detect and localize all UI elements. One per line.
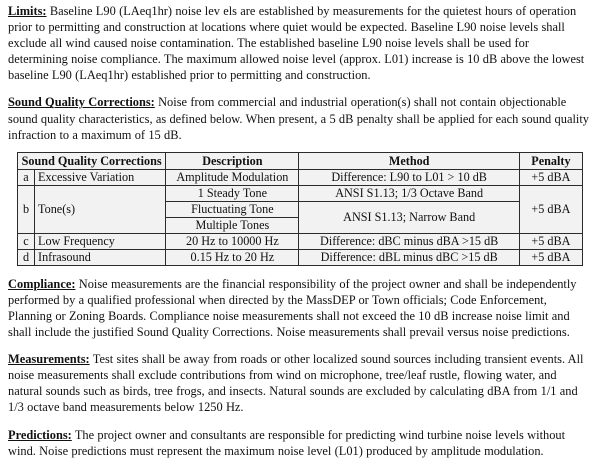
sound-quality-corrections-table (17, 152, 583, 266)
row-penalty: +5 dBA (519, 249, 582, 265)
table-row (18, 169, 583, 185)
row-letter: c (18, 233, 35, 249)
row-penalty: +5 dBA (519, 185, 582, 233)
spacer (8, 416, 592, 427)
row-description: Multiple Tones (166, 217, 299, 233)
row-letter: a (18, 169, 35, 185)
section-measurements (8, 351, 592, 415)
section-compliance (8, 276, 592, 340)
spacer (8, 266, 592, 276)
section-sound-quality-corrections-heading: Sound Quality Corrections: (8, 95, 155, 110)
row-letter: b (18, 185, 35, 233)
row-penalty: +5 dBA (519, 169, 582, 185)
table-header-description: Description (166, 152, 299, 169)
spacer (8, 143, 592, 152)
row-description: 0.15 Hz to 20 Hz (166, 249, 299, 265)
row-name: Low Frequency (35, 233, 166, 249)
row-method: Difference: dBL minus dBC >15 dB (299, 249, 519, 265)
row-letter: d (18, 249, 35, 265)
table-row (18, 249, 583, 265)
section-limits (8, 3, 592, 83)
row-penalty: +5 dBA (519, 233, 582, 249)
table-header-penalty: Penalty (519, 152, 582, 169)
table-header-method: Method (299, 152, 519, 169)
table-row (18, 233, 583, 249)
row-method: ANSI S1.13; 1/3 Octave Band (299, 185, 519, 201)
section-predictions (8, 427, 592, 459)
section-predictions-heading: Predictions: (8, 427, 72, 442)
section-sound-quality-corrections-body: Noise from commercial and industrial operation(s) shall not contain objectionable sound quality characteristics, as defined below. When present, a 5 dB penalty shall be applied for each sound quality infraction to a maximum of 15 dB. (8, 95, 589, 142)
table-header-corrections: Sound Quality Corrections (18, 152, 166, 169)
row-description: 20 Hz to 10000 Hz (166, 233, 299, 249)
table-header-row (18, 152, 583, 169)
spacer (8, 83, 592, 94)
section-compliance-heading: Compliance: (8, 276, 76, 291)
section-measurements-body: Test sites shall be away from roads or other localized sound sources including transient events. All noise measurements shall exclude contributions from wind on microphone, tree/leaf rustle, flowing water, and natural sounds such as birds, tree frogs, and insects. Natural sounds are excluded by calculating dBA from 1/1 and 1/3 octave band measurements below 1250 Hz. (8, 352, 584, 415)
row-method: Difference: dBC minus dBA >15 dB (299, 233, 519, 249)
section-compliance-body: Noise measurements are the financial responsibility of the project owner and shall be independently performed by a qualified professional when directed by the MassDEP or Town officials; Code Enforcement, Planning or Zoning Boards. Compliance noise measurements shall not exceed the 10 dB increase noise limit and shall include the justified Sound Quality Corrections. Noise measurements shall prevail versus noise predictions. (8, 276, 577, 340)
row-name: Infrasound (35, 249, 166, 265)
row-method: ANSI S1.13; Narrow Band (299, 201, 519, 233)
row-description: 1 Steady Tone (166, 185, 299, 201)
row-description: Amplitude Modulation (166, 169, 299, 185)
row-name: Excessive Variation (35, 169, 166, 185)
section-limits-heading: Limits: (8, 4, 47, 18)
section-predictions-body: The project owner and consultants are responsible for predicting wind turbine noise levels without wind. Noise predictions must represent the maximum noise level (L01) produced by amplitude modulation. (8, 427, 566, 458)
table-row (18, 185, 583, 201)
section-sound-quality-corrections (8, 94, 592, 142)
row-method: Difference: L90 to L01 > 10 dB (299, 169, 519, 185)
row-name: Tone(s) (35, 185, 166, 233)
section-limits-body: Baseline L90 (LAeq1hr) noise lev els are established by measurements for the quietest hours of operation prior to permitting and construction at locations where quiet would be expected. Baseline L90 noise levels shall exclude all wind caused noise contamination. The established baseline L90 noise levels shall be used for determining noise compliance. The maximum allowed noise level (approx. L01) increase is 10 dB above the lowest baseline L90 (LAeq1hr) established prior to permitting and construction. (8, 4, 585, 83)
spacer (8, 340, 592, 351)
section-measurements-heading: Measurements: (8, 352, 90, 367)
row-description: Fluctuating Tone (166, 201, 299, 217)
